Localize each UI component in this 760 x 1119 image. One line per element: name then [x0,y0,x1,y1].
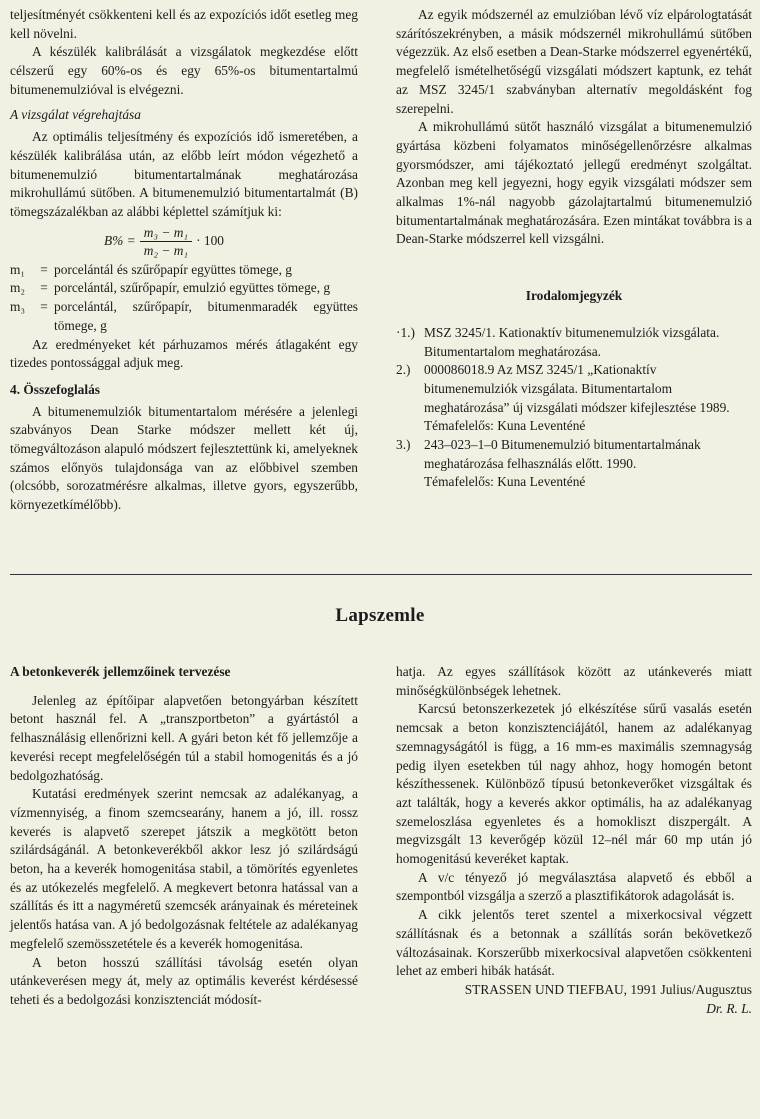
section-divider [10,574,752,575]
formula-multiplier: · 100 [196,232,224,248]
variable-definition [10,261,358,280]
reference-line: 243–023–1–0 Bitumenemulzió bitumentartalmának meghatározása felhasználás előtt. 1990. [424,437,701,471]
paragraph-article-4: hatja. Az egyes szállítások között az utánkeverés miatt minőségkülönbségek lehetnek. [396,664,752,698]
variable-description: porcelántál és szűrőpapír együttes tömege, g [54,261,292,277]
paragraph-intro: teljesítményét csökkenteni kell és az expozíciós időt esetleg meg kell növelni. [10,7,358,41]
variable-equals: = [40,299,48,315]
paragraph-article-3: A beton hosszú szállítási távolság esetén olyan utánkeverésen megy át, mely az optimális keverést kérdésessé teheti és a bedolgozási konzisztenciát módosít- [10,954,358,1007]
reference-number: ·1.) [396,324,415,340]
formula-fraction [140,224,192,259]
paragraph-article-6: A v/c tényező jó megválasztása alapvető és ebből a szempontból vizsgálja a szerző a plasztifikátorok adagolását is. [396,869,752,904]
reference-line: Bitumentartalom meghatározása. [424,343,601,359]
reference-number: 2.) [396,362,411,378]
variable-description: porcelántál, szűrőpapír, emulzió együttes tömege, g [54,280,331,296]
paragraph-article-7: A cikk jelentős teret szentel a mixerkocsival végzett szállításnak és a betonnak a szállítás során bekövetkező változásainak. Korszerűbb mixerkocsival alapvetően csökkenteni lehet az emberi hibák hatását. [396,907,752,979]
formula-bitumen-percent [10,224,358,259]
section-title: Lapszemle [335,605,425,626]
paragraph-article-5: Karcsú betonszerkezetek jó elkészítése sűrű vasalás esetén nemcsak a beton konzisztenciájától, hanem az adalékanyag szemnagyságától is függ, a 16 mm-es maximális szemnagyság pedig ilyen esetekben túl nagy ahhoz, hogy homogén betont készíthessenek. Különböző típusú betonkeverőket vizsgáltak és azt találták, hogy a keverés akkor optimális, ha az adalékanyag szemeloszlása egyenletes és a homokliszt diszpergált. A megvizsgált 13 keverőgép közül 12–nél már 60 mp után jó homogenitású keveréket kaptak. [396,701,752,867]
top-left-column [10,6,358,515]
article-title: A betonkeverék jellemzőinek tervezése [10,664,231,679]
paragraph-summary: A bitumenemulziók bitumentartalom mérésére a jelenlegi szabványos Dean Starke módszer mellett két új, tömegváltozáson alapuló módszert fejlesztettünk ki, amelyeknek számos előnyös tulajdonsága van az előbbivel szemben (olcsóbb, sorozatmérésre alkalmas, illetve gyors, egyszerűbb, környezetkímélőbb). [10,403,358,513]
variable-description: porcelántál, szűrőpapír, bitumenmaradék együttes tömege, g [54,299,358,333]
reference-item [396,436,752,492]
paragraph-article-2: Kutatási eredmények szerint nemcsak az adalékanyag, a vízmennyiség, a finom szemcsearány, hanem a jó, ill. rossz keverés is alapvető szerepet játszik a megkötött beton szilárdságánál. A betonkeverékből akkor lesz jó szilárdságú beton, ha a keverék homogenitása stabil, a tömörítés egyenletes és az utókezelés megfelelő. A megkevert betonra hatással van a szállítás és itt a nagyméretű szemcsék arányainak és méreteinek jelentős hatása van. A jó bedolgozásnak feltétele az adalékanyag megfelelő szemösszetétele és a keverék homogenitása. [10,786,358,951]
variable-definition [10,279,358,298]
paragraph-calibration: A készülék kalibrálását a vizsgálatok megkezdése előtt célszerű egy 60%-os és egy 65%-os bitumentartalmú bitumenemulzióval is elvégezni. [10,44,358,97]
heading-summary: 4. Összefoglalás [10,381,101,397]
paragraph-methods: Az egyik módszernél az emulzióban lévő víz elpárologtatását szárítószekrényben, a másik módszernél mikrohullámú sütőben végezzük. Az első esetben a Dean-Starke módszerrel egyenértékű, megfelelő ismételhetőségű vizsgálati módszert kaptunk, ez tehát az MSZ 3245/1 szabványban alternatív megoldásként fog szerepelni. [396,7,752,116]
reference-number: 3.) [396,437,411,453]
paragraph-results: Az eredményeket két párhuzamos mérés átlagaként egy tizedes pontossággal adjuk meg. [10,336,358,371]
bottom-left-column [10,663,358,1010]
reference-line: MSZ 3245/1. Kationaktív bitumenemulziók vizsgálata. [424,324,720,340]
top-right-column [396,6,752,492]
article-signature: Dr. R. L. [706,1000,752,1016]
variable-equals: = [40,261,48,277]
reference-line: Témafelelős: Kuna Leventéné [424,474,586,490]
paragraph-microwave: A mikrohullámú sütőt használó vizsgálat a bitumenemulzió gyártása közbeni folyamatos minőségellenőrzésre alkalmas gyorsmódszer, ami tájékoztató jellegű eredményt szolgáltat. Azonban meg kell jegyezni, hogy egyik vizsgálati módszer sem alkalmas 1%-nál nagyobb gázolajtartalmú bitumenemulzió bitumentartalmának meghatározására. Ezen mintákat továbbra is a Dean-Starke módszerrel kell vizsgálni. [396,119,752,247]
reference-item [396,361,752,436]
heading-execution: A vizsgálat végrehajtása [10,106,141,122]
paragraph-article-1: Jelenleg az építőipar alapvetően betongyárban készített betont használ fel. A „transzportbeton” a gyártástól a felhasználásig ellenőrizni kell. A gyári beton két fő jellemzője a keverési recept megfelelőségén túl a stabil homogenitás és a jó bedolgozhatóság. [10,692,358,783]
reference-body [424,361,752,436]
reference-body [424,436,752,492]
reference-item [396,324,752,361]
formula-lhs: B% = [103,232,136,248]
bottom-right-column [396,663,752,1018]
article-source: STRASSEN UND TIEFBAU, 1991 Julius/Augusztus [464,981,752,997]
formula-denominator: m₂ − m₁ [143,242,189,258]
variable-symbol: m₃ [10,299,26,315]
variable-symbol: m₂ [10,280,26,296]
formula-numerator: m₃ − m₁ [140,224,192,242]
variable-equals: = [40,280,48,296]
bibliography-title: Irodalomjegyzék [525,288,623,304]
reference-line: 000086018.9 Az MSZ 3245/1 „Kationaktív bitumenemulziók vizsgálata. Bitumentartalom meghatározása” új vizsgálati módszer kifejlesztése 1989. [424,362,730,415]
reference-body [424,324,752,361]
paragraph-execution: Az optimális teljesítmény és expozíciós idő ismeretében, a készülék kalibrálása után, az előbb leírt módon végezhető a bitumenemulzió bitumentartalmának meghatározása mikrohullámú sütőben. A bitumenemulzió bitumentartalmát (B) tömegszázalékban az alábbi képlettel számítjuk ki: [10,129,358,220]
reference-line: Témafelelős: Kuna Leventéné [424,418,586,434]
variable-definition [10,298,358,335]
variable-symbol: m₁ [10,261,26,277]
